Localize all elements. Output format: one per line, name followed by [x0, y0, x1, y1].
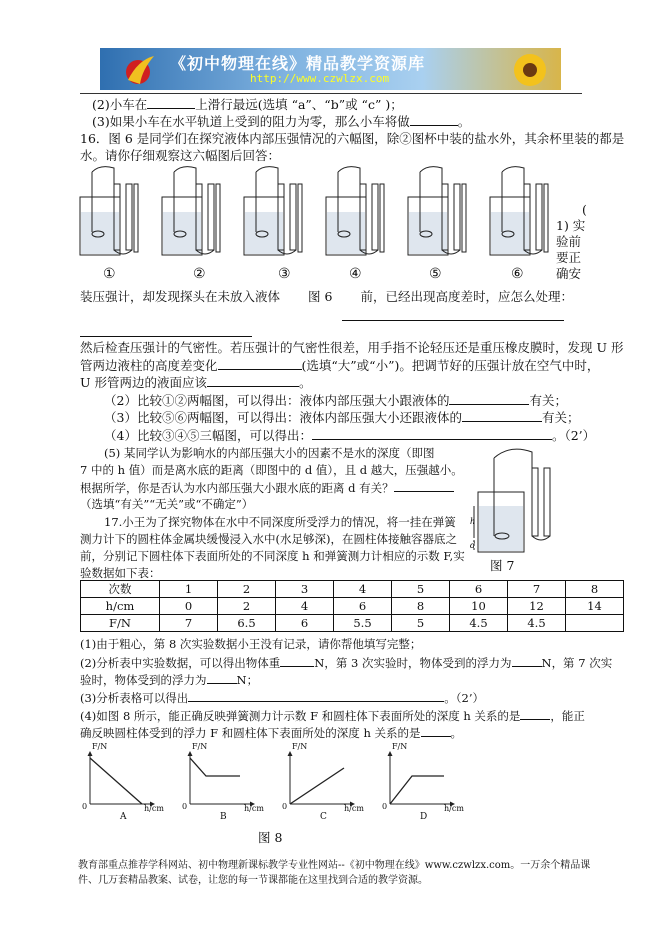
- q16-c2: （2）比较①②两幅图，可以得出：液体内部压强大小跟液体的 有关；: [104, 393, 567, 408]
- figure-8-graphs: [82, 744, 582, 824]
- answer-line-fix-2: [80, 336, 252, 337]
- q17-s4: (4)如图 8 所示，能正确反映弹簧测力计示数 F 和圆柱体下表面所处的深度 h 关系的是 ，能正: [80, 709, 585, 723]
- svg-text:d: d: [470, 541, 476, 550]
- q15-line2: (2)小车在 上滑行最远(选填 “a”、“b”或 “c” )；: [92, 97, 403, 112]
- q16-intro-1: 16．图 6 是同学们在探究液体内部压强情况的六幅图，除②图杯中装的盐水外，其余杯里装的都是: [80, 131, 625, 146]
- experiment-table: [80, 580, 624, 632]
- q17-intro-3: 前，分别记下圆柱体下表面所处的不同深度 h 和弹簧测力计相应的示数 F,实: [80, 549, 465, 563]
- graph-label-d: D: [420, 812, 428, 822]
- q17-intro-4: 验数据如下表：: [80, 566, 161, 580]
- answer-line-fix: [342, 320, 564, 321]
- q16-install-line: 装压强计，却发现探头在未放入液体 图 6 前，已经出现高度差时，应怎么处理：: [80, 289, 573, 304]
- figure-6-apparatus-copies: [70, 162, 580, 262]
- axis-x-label: h/cm: [444, 804, 464, 813]
- origin-label: 0: [182, 802, 188, 811]
- header-banner: [100, 48, 561, 90]
- banner-url: http://www.czwlzx.com: [250, 72, 390, 85]
- label-2: ②: [193, 266, 206, 282]
- axis-y-label: F/N: [92, 742, 108, 751]
- q16-side-text: ( 1) 实 验前 要正 确安: [556, 202, 587, 281]
- origin-label: 0: [282, 802, 288, 811]
- table-row: F/N 7 6.5 6 5.5 5 4.5 4.5: [81, 615, 624, 632]
- header-rule: [80, 93, 582, 94]
- footer-line-2: 件、几万套精品教案、试卷，让您的每一节课都能在这里找到合适的教学资源。: [78, 875, 428, 886]
- graph-label-b: B: [220, 812, 227, 822]
- q17-intro-1: 17.小王为了探究物体在水中不同深度所受浮力的情况，将一挂在弹簧: [104, 515, 456, 529]
- q17-intro-2: 测力计下的圆柱体金属块缓慢浸入水中(水足够深)，在圆柱体接触容器底之: [80, 532, 457, 546]
- q16-c5-4: （选填“有关”“无关”或“不确定”）: [80, 497, 254, 511]
- axis-y-label: F/N: [392, 742, 408, 751]
- banner-title: 《初中物理在线》精品教学资源库: [170, 54, 426, 73]
- label-4: ④: [349, 266, 362, 282]
- graph-label-a: A: [120, 812, 127, 822]
- logo-icon: [120, 52, 160, 86]
- q16-c4: （4）比较③④⑤三幅图，可以得出： 。（2’）: [104, 428, 596, 443]
- q16-c5-2: 7 中的 h 值）而是离水底的距离（即图中的 d 值），且 d 越大，压强越小。: [80, 463, 463, 477]
- label-6: ⑥: [511, 266, 524, 282]
- axis-x-label: h/cm: [144, 804, 164, 813]
- q17-s1: (1)由于粗心，第 8 次实验数据小王没有记录，请你帮他填写完整；: [80, 637, 422, 651]
- label-1: ①: [103, 266, 116, 282]
- graph-label-c: C: [320, 812, 327, 822]
- axis-y-label: F/N: [192, 742, 208, 751]
- origin-label: 0: [382, 802, 388, 811]
- origin-label: 0: [82, 802, 88, 811]
- axis-x-label: h/cm: [244, 804, 264, 813]
- q17-s2: (2)分析表中实验数据，可以得出物体重 N，第 3 次实验时，物体受到的浮力为 N，第 7 次实: [80, 656, 613, 670]
- label-3: ③: [278, 266, 291, 282]
- figure-8-caption: 图 8: [258, 830, 283, 845]
- svg-text:h: h: [470, 517, 476, 526]
- table-header-row: 次数 1 2 3 4 5 6 7 8: [81, 581, 624, 598]
- table-row: h/cm 0 2 4 6 8 10 12 14: [81, 598, 624, 615]
- figure-7-caption: 图 7: [490, 558, 515, 573]
- q15-line3: (3)如果小车在水平轨道上受到的阻力为零，那么小车将做 。: [92, 114, 471, 129]
- axis-x-label: h/cm: [344, 804, 364, 813]
- q16-intro-2: 水。请你仔细观察这六幅图后回答：: [80, 148, 281, 163]
- q16-c5-3: 根据所学，你是否认为水内部压强大小跟水底的距离 d 有关？: [80, 479, 454, 496]
- footer-line-1: 教育部重点推荐学科网站、初中物理新课标教学专业性网站--《初中物理在线》www.czwlzx.com。一万余个精品课: [78, 860, 591, 871]
- label-5: ⑤: [429, 266, 442, 282]
- sunflower-icon: [500, 48, 560, 90]
- q16-c3: （3）比较⑤⑥两幅图，可以得出：液体内部压强大小还跟液体的 有关；: [104, 410, 580, 425]
- q17-s3: (3)分析表格可以得出 。（2’）: [80, 691, 485, 705]
- q16-p2: 管两边液柱的高度差变化 (选填“大”或“小”)。把调节好的压强计放在空气中时，: [80, 358, 600, 373]
- q16-p1: 然后检查压强计的气密性。若压强计的气密性很差，用手指不论轻压还是重压橡皮膜时，发现 U 形: [80, 340, 624, 355]
- axis-y-label: F/N: [292, 742, 308, 751]
- q16-p3: U 形管两边的液面应该 。: [80, 375, 312, 390]
- q16-c5-1: (5) 某同学认为影响水的内部压强大小的因素不是水的深度（即图: [104, 446, 435, 460]
- q17-s2-cont: 验时，物体受到的浮力为 N；: [80, 673, 259, 687]
- figure-7-drawing: [470, 444, 566, 558]
- q17-s4-cont: 确反映圆柱体受到的浮力 F 和圆柱体下表面所处的深度 h 关系的是 。: [80, 726, 463, 740]
